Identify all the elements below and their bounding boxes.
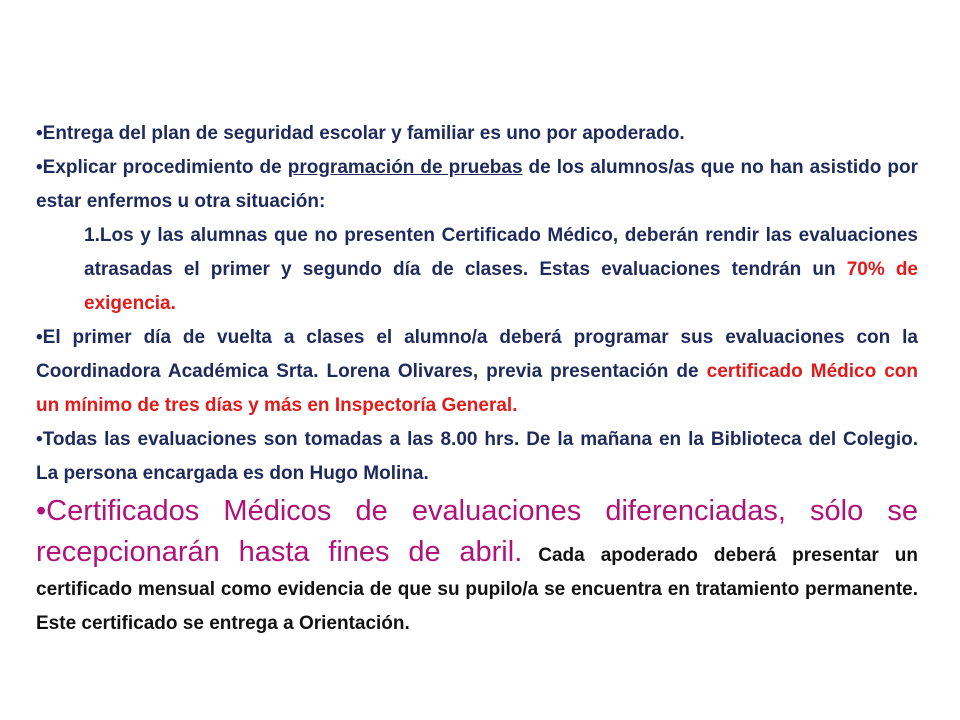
- bullet-text: Todas las evaluaciones son tomadas a las 8.00 hrs. De la mañana en la Biblioteca del Colegio. La persona encargada es don Hugo Molina.: [36, 429, 918, 484]
- bullet-item-first-day: [36, 321, 918, 423]
- bullet-marker: •: [36, 157, 43, 178]
- bullet-text: Explicar procedimiento de: [42, 157, 288, 178]
- bullet-text-continued: de los alumnos/as que no han asistido por estar enfermos u otra situación:: [36, 157, 918, 212]
- item-highlight: 70% de exigencia.: [84, 259, 918, 314]
- item-number: 1.: [84, 225, 100, 246]
- bullet-marker: •: [36, 495, 47, 527]
- item-text: Los y las alumnas que no presenten Certificado Médico, deberán rendir las evaluaciones atrasadas el primer y segundo día de clases. Estas evaluaciones tendrán un: [84, 225, 918, 280]
- bullet-item-test-scheduling: [36, 151, 918, 219]
- bullet-text: El primer día de vuelta a clases el alumno/a deberá programar sus evaluaciones con la Coordinadora Académica Srta. Lorena Olivares, previa presentación de: [36, 327, 918, 382]
- bullet-highlight: certificado Médico con un mínimo de tres días y más en Inspectoría General.: [36, 361, 918, 416]
- bullet-marker: •: [36, 123, 43, 144]
- bullet-marker: •: [36, 327, 43, 348]
- bullet-marker: •: [36, 429, 43, 450]
- slide-body: [36, 117, 918, 641]
- bullet-item-safety-plan: [36, 117, 918, 151]
- underlined-term: programación de pruebas: [287, 157, 523, 178]
- bullet-text: Cada apoderado deberá presentar un certificado mensual como evidencia de que su pupilo/a se encuentra en tratamiento permanente. Este certificado se entrega a Orientación.: [36, 545, 918, 634]
- bullet-highlight: Certificados Médicos de evaluaciones diferenciadas, sólo se recepcionarán hasta fines de abril.: [36, 495, 918, 568]
- bullet-item-evaluation-time: [36, 423, 918, 491]
- numbered-item-1: [84, 219, 918, 321]
- bullet-text: Entrega del plan de seguridad escolar y familiar es uno por apoderado.: [42, 123, 685, 144]
- bullet-item-certificates: [36, 491, 918, 641]
